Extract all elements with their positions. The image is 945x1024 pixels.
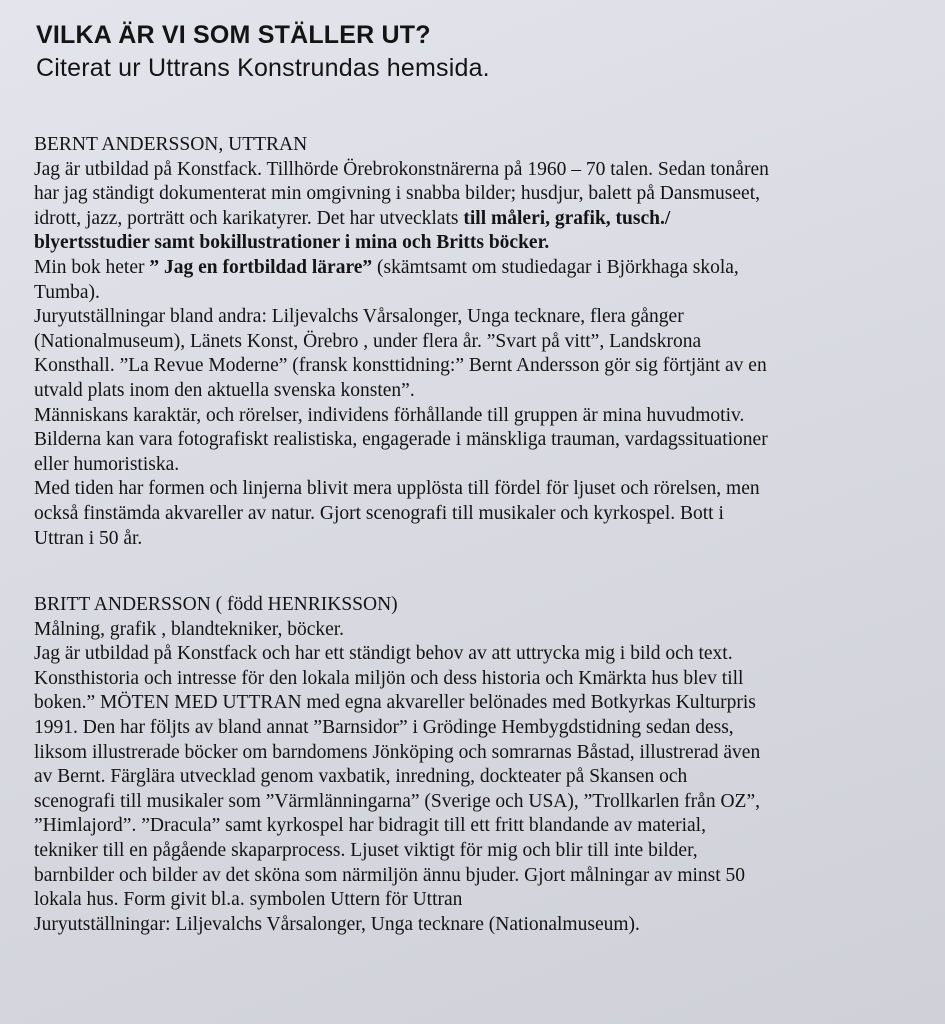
britt-line-2: Jag är utbildad på Konstfack och har ett ständigt behov av att uttrycka mig i bild och text. — [34, 643, 733, 665]
bernt-line-15: också finstämda akvareller av natur. Gjort scenografi till musikaler och kyrkospel. Bott i — [34, 502, 724, 524]
bernt-line-2: har jag ständigt dokumenterat min omgivning i snabba bilder; husdjur, balett på Dansmuseet, — [34, 183, 760, 205]
bernt-line-5-text: Min bok heter — [34, 256, 150, 278]
bernt-line-16: Uttran i 50 år. — [34, 527, 143, 549]
britt-line-8: scenografi till musikaler som ”Värmlänningarna” (Sverige och USA), ”Trollkarlen från OZ”, — [34, 790, 760, 812]
section-bernt — [34, 133, 929, 551]
artist-name-britt: BRITT ANDERSSON ( född HENRIKSSON) — [34, 594, 398, 616]
section-britt — [34, 593, 929, 937]
document-sheet — [22, 12, 922, 937]
bernt-line-14: Med tiden har formen och linjerna blivit mera upplösta till fördel för ljuset och rörelsen, men — [34, 478, 760, 500]
bernt-line-9: Konsthall. ”La Revue Moderne” (fransk konsttidning:” Bernt Andersson gör sig förtjänt av en — [34, 355, 767, 377]
britt-line-6: liksom illustrerade böcker om barndomens Jönköping och somrarnas Båstad, illustrerad även — [34, 741, 761, 763]
bernt-line-7: Juryutställningar bland andra: Liljevalchs Vårsalonger, Unga tecknare, flera gånger — [34, 306, 684, 328]
bernt-line-10: utvald plats inom den aktuella svenska konsten”. — [34, 379, 415, 401]
bernt-line-8: (Nationalmuseum), Länets Konst, Örebro , under flera år. ”Svart på vitt”, Landskrona — [34, 330, 702, 352]
bernt-line-3-bold: till måleri, grafik, tusch./ — [463, 207, 671, 229]
britt-line-5: 1991. Den har följts av bland annat ”Barnsidor” i Grödinge Hembygdstidning sedan dess, — [34, 717, 734, 739]
britt-line-4: boken.” MÖTEN MED UTTRAN med egna akvareller belönades med Botkyrkas Kulturpris — [34, 692, 756, 714]
britt-line-9: ”Himlajord”. ”Dracula” samt kyrkospel har bidragit till ett fritt blandande av material, — [34, 815, 706, 837]
bernt-line-3 — [34, 207, 929, 232]
bernt-line-4: blyertsstudier samt bokillustrationer i mina och Britts böcker. — [34, 232, 550, 254]
britt-line-7: av Bernt. Färglära utvecklad genom vaxbatik, inredning, dockteater på Skansen och — [34, 766, 688, 788]
bernt-line-6: Tumba). — [34, 281, 100, 303]
bernt-line-13: eller humoristiska. — [34, 453, 180, 475]
britt-line-3: Konsthistoria och intresse för den lokala miljön och dess historia och Kmärkta hus blev till — [34, 667, 744, 689]
britt-line-13: Juryutställningar: Liljevalchs Vårsalonger, Unga tecknare (Nationalmuseum). — [34, 913, 640, 935]
artist-name-bernt: BERNT ANDERSSON, UTTRAN — [34, 134, 308, 155]
britt-line-1: Målning, grafik , blandtekniker, böcker. — [34, 618, 345, 640]
bernt-line-1: Jag är utbildad på Konstfack. Tillhörde Örebrokonstnärerna på 1960 – 70 talen. Sedan tonåren — [34, 158, 769, 180]
bernt-line-11: Människans karaktär, och rörelser, individens förhållande till gruppen är mina huvudmotiv. — [34, 404, 745, 426]
bernt-line-3-text: idrott, jazz, porträtt och karikatyrer. Det har utvecklats — [34, 207, 464, 229]
bernt-line-12: Bilderna kan vara fotografiskt realistiska, engagerade i mänskliga trauman, vardagssituationer — [34, 429, 768, 451]
page-subtitle: Citerat ur Uttrans Konstrundas hemsida. — [36, 54, 490, 82]
britt-line-12: lokala hus. Form givit bl.a. symbolen Uttern för Uttran — [34, 889, 463, 911]
page-title: VILKA ÄR VI SOM STÄLLER UT? — [36, 21, 431, 49]
book-title-bold: ” Jag en fortbildad lärare” — [149, 256, 373, 278]
bernt-line-5 — [34, 256, 929, 281]
britt-line-11: barnbilder och bilder av det sköna som närmiljön ännu bjuder. Gjort målningar av minst 50 — [34, 864, 746, 886]
britt-line-10: tekniker till en pågående skaparprocess. Ljuset viktigt för mig och blir till inte bilder, — [34, 840, 698, 862]
bernt-line-5-tail: (skämtsamt om studiedagar i Björkhaga skola, — [372, 256, 739, 278]
